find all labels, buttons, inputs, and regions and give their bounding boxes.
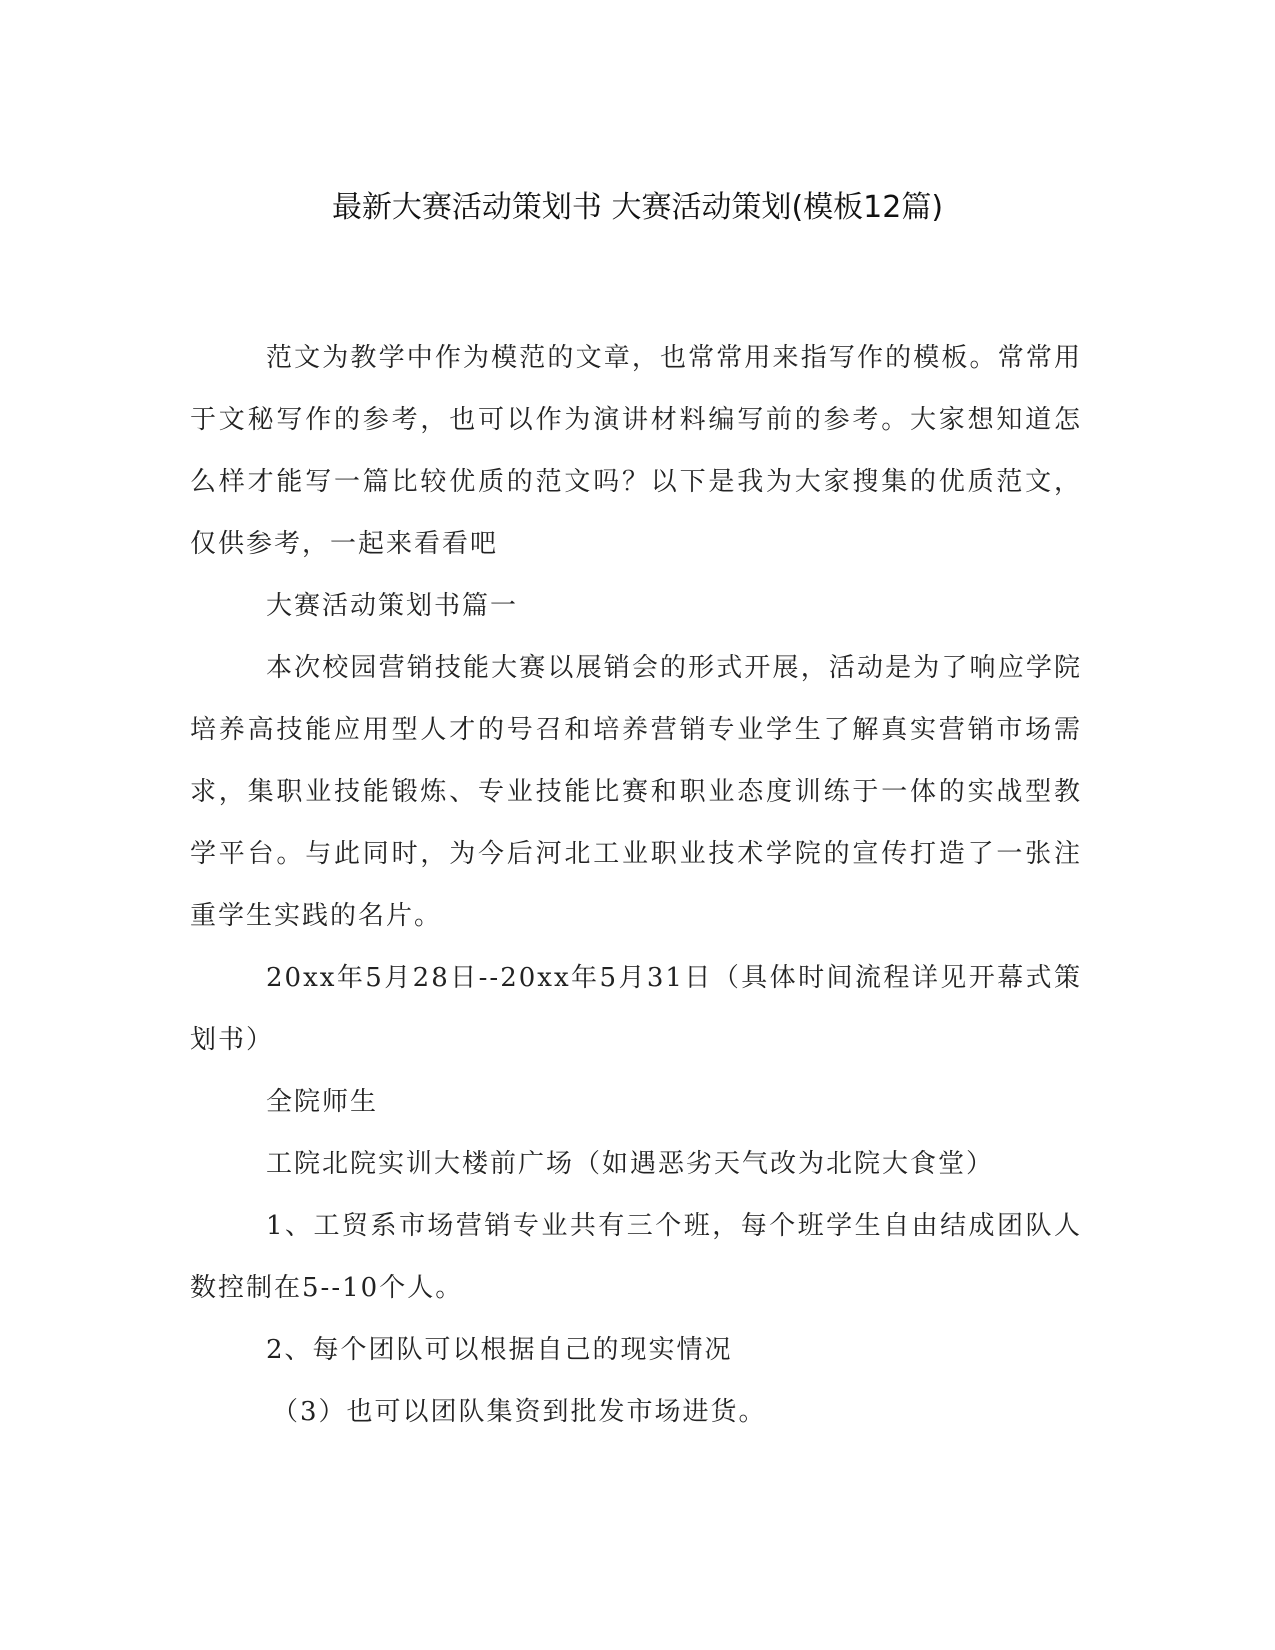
intro-paragraph: 范文为教学中作为模范的文章，也常常用来指写作的模板。常常用于文秘写作的参考，也可以作为演讲材料编写前的参考。大家想知道怎么样才能写一篇比较优质的范文吗？以下是我为大家搜集的优质范文，仅供参考，一起来看看吧 [190,343,1082,559]
document-title: 最新大赛活动策划书 大赛活动策划(模板12篇) [331,190,944,225]
document-body [190,327,1082,1443]
location-paragraph: 工院北院实训大楼前广场（如遇恶劣天气改为北院大食堂） [266,1149,995,1179]
rule-1-paragraph: 1、工贸系市场营销专业共有三个班，每个班学生自由结成团队人数控制在5--10个人。 [190,1211,1082,1303]
rule-2-paragraph: 2、每个团队可以根据自己的现实情况 [266,1335,733,1365]
time-paragraph: 20xx年5月28日--20xx年5月31日（具体时间流程详见开幕式策划书） [190,963,1082,1055]
rule-3-paragraph: （3）也可以团队集资到批发市场进货。 [272,1397,767,1427]
participants-paragraph: 全院师生 [266,1087,379,1117]
section-heading: 大赛活动策划书篇一 [266,591,519,621]
purpose-paragraph: 本次校园营销技能大赛以展销会的形式开展，活动是为了响应学院培养高技能应用型人才的号召和培养营销专业学生了解真实营销市场需求，集职业技能锻炼、专业技能比赛和职业态度训练于一体的实战型教学平台。与此同时，为今后河北工业职业技术学院的宣传打造了一张注重学生实践的名片。 [190,653,1082,931]
